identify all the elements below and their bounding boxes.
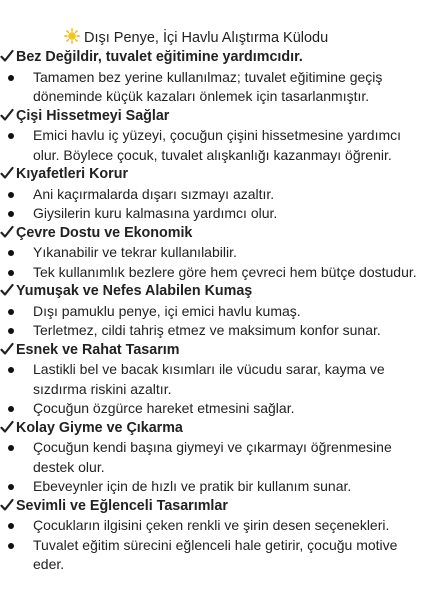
list-item-text: Çocuğun kendi başına giymeyi ve çıkarmayı öğrenmesine destek olur. (33, 439, 392, 475)
bullet-dot-icon (8, 523, 14, 529)
list-item-text: Dışı pamuklu penye, içi emici havlu kumaş. (33, 302, 301, 319)
list-item (0, 204, 424, 224)
list-item (0, 477, 424, 497)
list-item-text: Çocukların ilgisini çeken renkli ve şirin desen seçenekleri. (33, 517, 390, 533)
bullet-dot-icon (8, 543, 14, 549)
list-item (0, 126, 424, 165)
checkmark-icon (0, 225, 14, 239)
list-item (0, 68, 424, 107)
section-heading (0, 107, 424, 127)
bullet-dot-icon (8, 367, 14, 373)
bullet-dot-icon (8, 250, 14, 256)
list-item (0, 516, 424, 536)
section-heading-text: Bez Değildir, tuvalet eğitimine yardımcıdır. (16, 49, 303, 65)
section-heading (0, 224, 424, 244)
list-item (0, 399, 424, 419)
section-heading-text: Çişi Hissetmeyi Sağlar (16, 107, 170, 124)
bullet-dot-icon (8, 75, 14, 81)
checkmark-icon (0, 342, 14, 356)
document-page (0, 28, 424, 575)
list-item-text: Tamamen bez yerine kullanılmaz; tuvalet eğitimine geçiş döneminde küçük kazaları önlemek için tasarlanmıştır. (33, 68, 383, 104)
list-item (0, 243, 424, 263)
list-item-text: Giysilerin kuru kalmasına yardımcı olur. (33, 205, 278, 221)
section-heading (0, 48, 424, 68)
list-item-text: Tuvalet eğitim sürecini eğlenceli hale getirir, çocuğu motive eder. (33, 536, 398, 572)
section-heading (0, 341, 424, 361)
bullet-dot-icon (8, 270, 14, 276)
bullet-dot-icon (8, 211, 14, 217)
section-heading (0, 165, 424, 185)
section-heading (0, 497, 424, 517)
section-heading-text: Esnek ve Rahat Tasarım (16, 341, 180, 358)
section-heading-text: Yumuşak ve Nefes Alabilen Kumaş (16, 283, 253, 299)
checkmark-icon (0, 420, 14, 434)
list-item (0, 185, 424, 205)
document-title (0, 28, 424, 48)
list-item-text: Emici havlu iç yüzeyi, çocuğun çişini hissetmesine yardımcı olur. Böylece çocuk, tuvalet alışkanlığı kazanmayı öğrenir. (33, 127, 402, 163)
list-item-text: Ebeveynler için de hızlı ve pratik bir kullanım sunar. (33, 478, 352, 494)
list-item-text: Tek kullanımlık bezlere göre hem çevreci hem bütçe dostudur. (33, 263, 417, 280)
bullet-dot-icon (8, 484, 14, 490)
checkmark-icon (0, 108, 14, 122)
list-item (0, 438, 424, 477)
list-item-text: Lastikli bel ve bacak kısımları ile vücudu sarar, kayma ve sızdırma riskini azaltır. (33, 361, 385, 397)
list-item (0, 302, 424, 322)
bullet-dot-icon (8, 133, 14, 139)
bullet-dot-icon (8, 328, 14, 334)
feature-list (0, 48, 424, 575)
checkmark-icon (0, 498, 14, 512)
checkmark-icon (0, 283, 14, 297)
section-heading-text: Kolay Giyme ve Çıkarma (16, 419, 183, 436)
bullet-dot-icon (8, 192, 14, 198)
section-heading-text: Kıyafetleri Korur (16, 166, 129, 182)
list-item (0, 321, 424, 341)
list-item-text: Çocuğun özgürce hareket etmesini sağlar. (33, 400, 295, 416)
list-item-text: Ani kaçırmalarda dışarı sızmayı azaltır. (33, 185, 275, 202)
section-heading (0, 282, 424, 302)
list-item (0, 536, 424, 575)
title-text: Dışı Penye, İçi Havlu Alıştırma Külodu (84, 30, 329, 46)
section-heading-text: Çevre Dostu ve Ekonomik (16, 224, 193, 241)
sun-emoji-icon (64, 28, 80, 44)
section-heading (0, 419, 424, 439)
list-item (0, 263, 424, 283)
section-heading-text: Sevimli ve Eğlenceli Tasarımlar (16, 497, 228, 514)
bullet-dot-icon (8, 406, 14, 412)
bullet-dot-icon (8, 445, 14, 451)
list-item (0, 360, 424, 399)
list-item-text: Yıkanabilir ve tekrar kullanılabilir. (33, 244, 237, 260)
list-item-text: Terletmez, cildi tahriş etmez ve maksimum konfor sunar. (33, 322, 381, 338)
checkmark-icon (0, 49, 14, 63)
bullet-dot-icon (8, 309, 14, 315)
checkmark-icon (0, 166, 14, 180)
